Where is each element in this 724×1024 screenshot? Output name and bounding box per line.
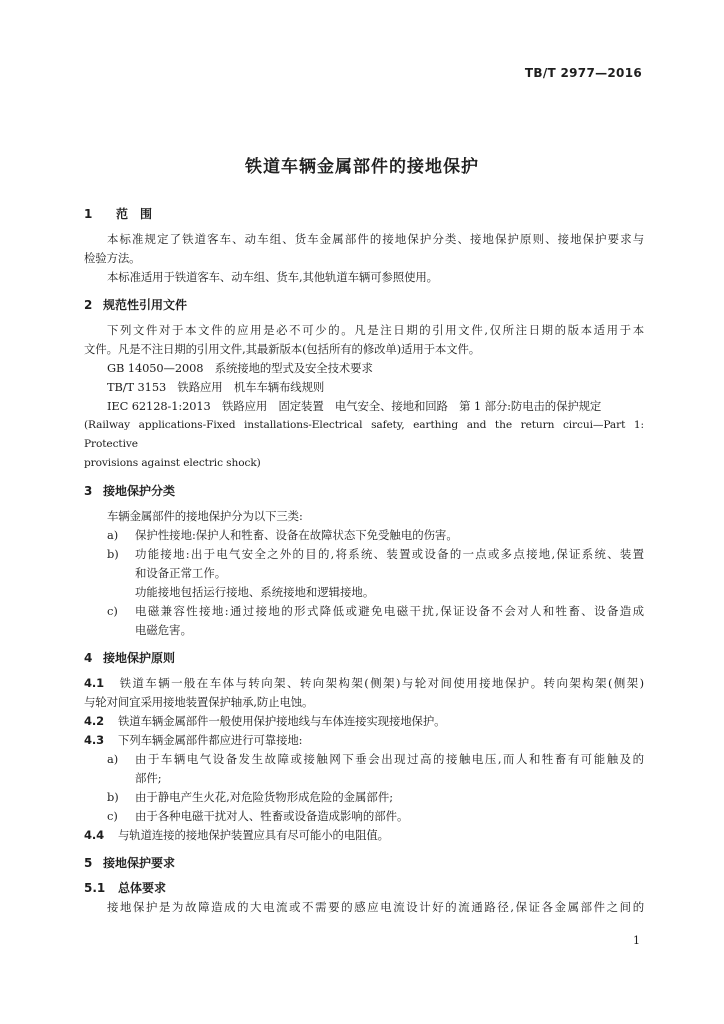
section-4-heading bbox=[84, 649, 644, 668]
section-3-heading bbox=[84, 482, 644, 501]
list-marker: a) bbox=[107, 528, 119, 542]
list-text: 由于车辆电气设备发生故障或接触网下垂会出现过高的接触电压,而人和牲畜有可能触及的 部件; bbox=[135, 752, 644, 785]
section-number: 2 bbox=[84, 298, 93, 312]
clause-5-1-heading: 5.1 总体要求 bbox=[84, 881, 167, 895]
document-body bbox=[84, 205, 644, 917]
list-item bbox=[84, 545, 644, 602]
list-marker: c) bbox=[107, 809, 118, 823]
reference-item: GB 14050—2008 系统接地的型式及安全技术要求 bbox=[107, 361, 373, 375]
paragraph: 接地保护是为故障造成的大电流或不需要的感应电流设计好的流通路径,保证各金属部件之间的 bbox=[107, 900, 644, 914]
list-text: 由于静电产生火花,对危险货物形成危险的金属部件; bbox=[135, 790, 394, 804]
list-marker: c) bbox=[107, 604, 118, 618]
list-item bbox=[84, 750, 644, 788]
section-number: 1 bbox=[84, 207, 93, 221]
section-title: 规范性引用文件 bbox=[103, 298, 188, 312]
paragraph: 文件。凡是不注日期的引用文件,其最新版本(包括所有的修改单)适用于本文件。 bbox=[84, 342, 481, 356]
clause-4-3: 4.3 下列车辆金属部件都应进行可靠接地: bbox=[84, 733, 303, 747]
clause-4-4: 4.4 与轨道连接的接地保护装置应具有尽可能小的电阻值。 bbox=[84, 828, 389, 842]
section-number: 5 bbox=[84, 856, 93, 870]
clause-4-1: 4.1 铁道车辆一般在车体与转向架、转向架构架(侧架)与轮对间使用接地保护。转向架构架(侧架) bbox=[84, 676, 644, 690]
list-item bbox=[84, 602, 644, 640]
section-title: 接地保护原则 bbox=[103, 651, 176, 665]
section-title: 接地保护要求 bbox=[103, 856, 176, 870]
clause-4-1-cont: 与轮对间宜采用接地装置保护轴承,防止电蚀。 bbox=[84, 695, 314, 709]
clause-4-2: 4.2 铁道车辆金属部件一般使用保护接地线与车体连接实现接地保护。 bbox=[84, 714, 446, 728]
list-text: 电磁兼容性接地:通过接地的形式降低或避免电磁干扰,保证设备不会对人和牲畜、设备造成 电磁危害。 bbox=[135, 604, 644, 637]
section-1-heading bbox=[84, 205, 644, 224]
reference-item: IEC 62128-1:2013 铁路应用 固定装置 电气安全、接地和回路 第 1 部分:防电击的保护规定 bbox=[107, 399, 602, 413]
section-5-heading bbox=[84, 854, 644, 873]
section-title: 范 围 bbox=[116, 207, 153, 221]
list-marker: a) bbox=[107, 752, 119, 766]
paragraph: 本标准适用于铁道客车、动车组、货车,其他轨道车辆可参照使用。 bbox=[107, 270, 438, 284]
list-text: 由于各种电磁干扰对人、牲畜或设备造成影响的部件。 bbox=[135, 809, 409, 823]
list-item bbox=[84, 526, 644, 545]
list-item bbox=[84, 807, 644, 826]
list-marker: b) bbox=[107, 790, 119, 804]
list-text: 保护性接地:保护人和牲畜、设备在故障状态下免受触电的伤害。 bbox=[135, 528, 458, 542]
paragraph: 本标准规定了铁道客车、动车组、货车金属部件的接地保护分类、接地保护原则、接地保护要求与 bbox=[107, 232, 644, 246]
page-number: 1 bbox=[633, 934, 640, 947]
paragraph: 车辆金属部件的接地保护分为以下三类: bbox=[107, 509, 303, 523]
paragraph: 检验方法。 bbox=[84, 251, 141, 265]
reference-item: TB/T 3153 铁路应用 机车车辆布线规则 bbox=[107, 380, 325, 394]
paragraph: 下列文件对于本文件的应用是必不可少的。凡是注日期的引用文件,仅所注日期的版本适用于本 bbox=[107, 323, 644, 337]
standard-code: TB/T 2977—2016 bbox=[524, 66, 642, 80]
section-title: 接地保护分类 bbox=[103, 484, 176, 498]
list-text: 功能接地:出于电气安全之外的目的,将系统、装置或设备的一点或多点接地,保证系统、装置 和设备正常工作。 功能接地包括运行接地、系统接地和逻辑接地。 bbox=[135, 547, 644, 599]
reference-item-english: (Railway applications-Fixed installations-Electrical safety, earthing and the return circui—Part 1: Protective bbox=[84, 419, 644, 450]
reference-item-english: provisions against electric shock) bbox=[84, 457, 261, 469]
list-item bbox=[84, 788, 644, 807]
section-number: 4 bbox=[84, 651, 93, 665]
section-2-heading bbox=[84, 296, 644, 315]
document-title: 铁道车辆金属部件的接地保护 bbox=[245, 157, 479, 177]
list-marker: b) bbox=[107, 547, 119, 561]
section-number: 3 bbox=[84, 484, 93, 498]
